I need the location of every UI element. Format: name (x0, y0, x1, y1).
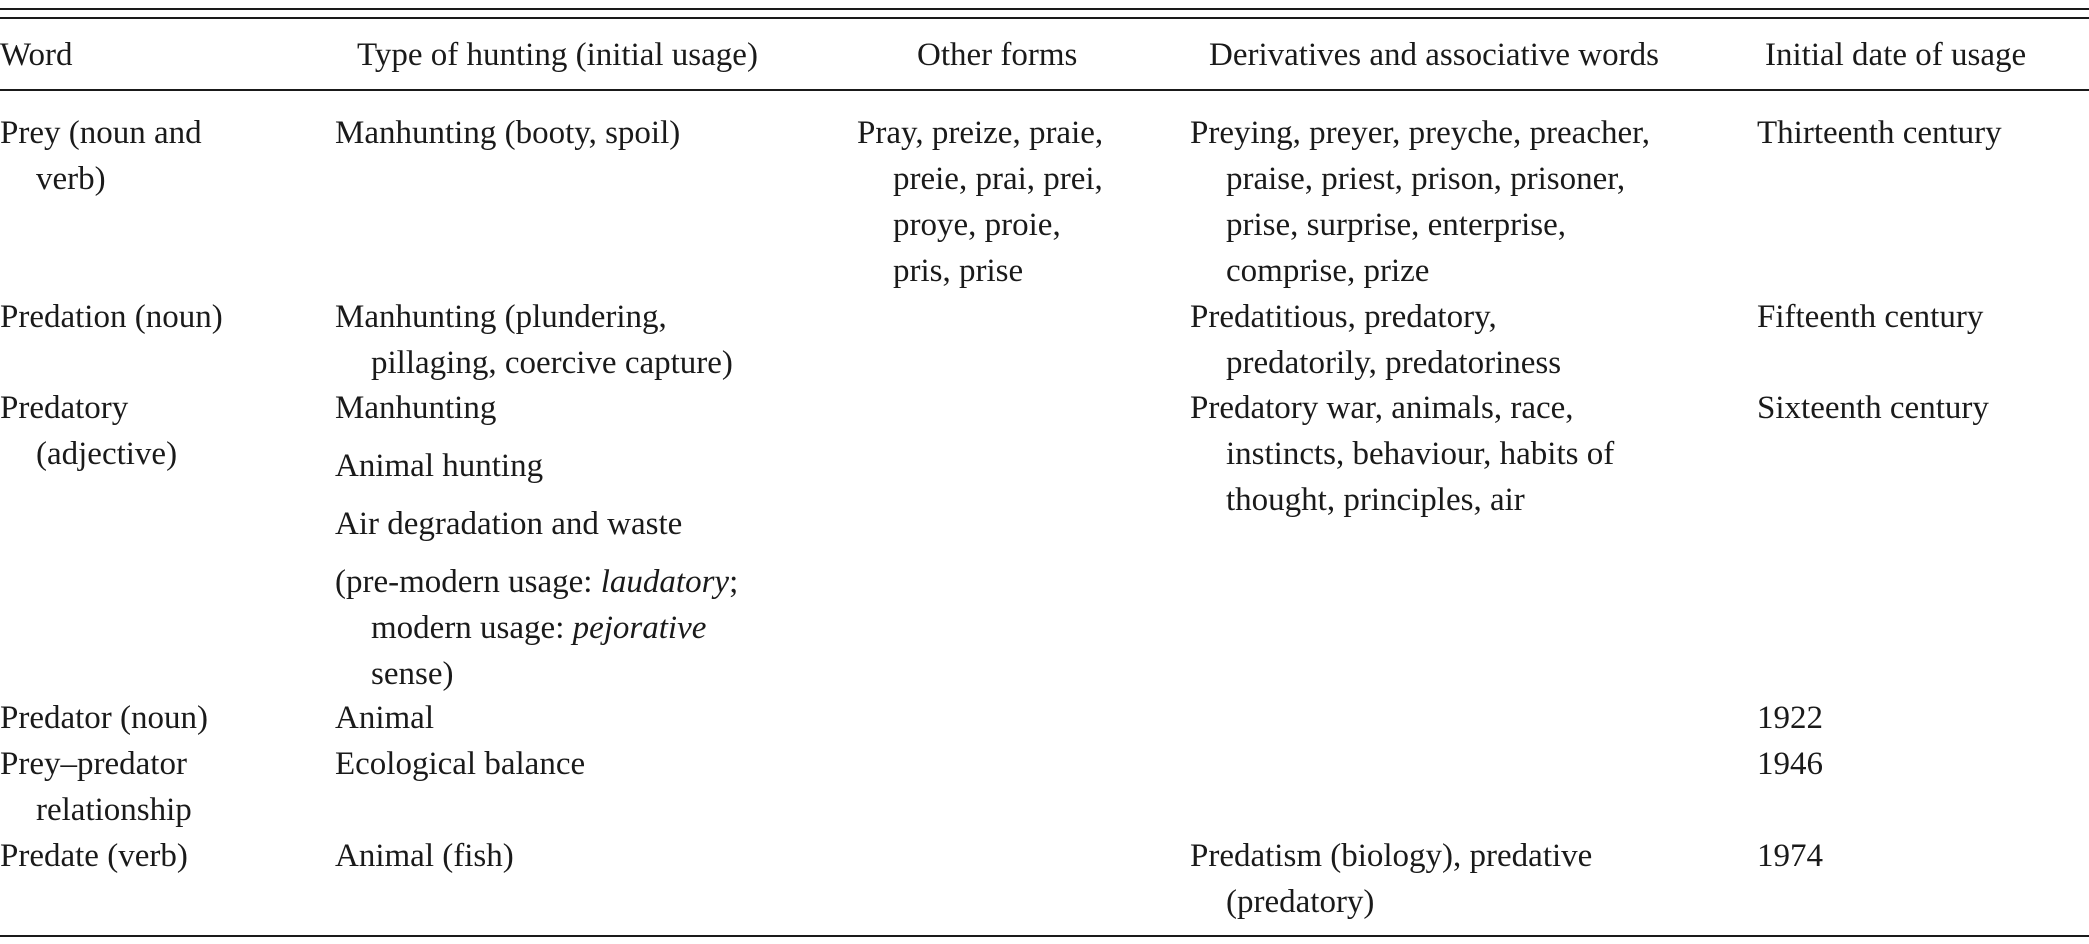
header-date: Initial date of usage (1765, 37, 2027, 73)
cell-line (335, 605, 738, 651)
cell-type-item: Air degradation and waste (335, 506, 683, 542)
cell-line: praise, priest, prison, prisoner, (1226, 161, 1626, 197)
cell-date: 1946 (1757, 746, 1823, 782)
cell-type-item: Animal hunting (335, 448, 544, 484)
cell-line: sense) (371, 656, 454, 692)
cell-type (335, 110, 680, 156)
cell-line: Predatism (biology), predative (1190, 838, 1593, 874)
cell-line: pris, prise (893, 253, 1024, 289)
cell-derivatives (1190, 110, 1650, 294)
cell-word (0, 833, 188, 879)
cell-forms (857, 110, 1103, 294)
header-derivatives: Derivatives and associative words (1209, 37, 1659, 73)
cell-line: prise, surprise, enterprise, (1226, 207, 1566, 243)
cell-line: pillaging, coercive capture) (371, 345, 733, 381)
cell-line: predatorily, predatoriness (1226, 345, 1562, 381)
cell-line: Pray, preize, praie, (857, 115, 1104, 151)
cell-word (0, 695, 208, 741)
cell-line: Ecological balance (335, 746, 586, 782)
note-text: ; (729, 564, 739, 600)
cell-word (0, 294, 223, 340)
cell-line: (predatory) (1226, 884, 1375, 920)
cell-word (0, 385, 177, 477)
cell-type (335, 294, 733, 386)
cell-line: Predatory (0, 390, 129, 426)
cell-line: Prey–predator (0, 746, 187, 782)
cell-line: Preying, preyer, preyche, preacher, (1190, 115, 1651, 151)
cell-line: proye, proie, (893, 207, 1061, 243)
cell-line: Prey (noun and (0, 115, 202, 151)
cell-date: 1922 (1757, 700, 1823, 736)
cell-line (335, 559, 738, 605)
cell-derivatives (1190, 294, 1561, 386)
cell-line: Manhunting (booty, spoil) (335, 115, 681, 151)
cell-type (335, 741, 585, 787)
header-word: Word (0, 37, 73, 73)
cell-line: instincts, behaviour, habits of (1226, 436, 1615, 472)
cell-line: Predatitious, predatory, (1190, 299, 1497, 335)
cell-line: Predation (noun) (0, 299, 223, 335)
cell-word (0, 741, 192, 833)
cell-date: 1974 (1757, 838, 1823, 874)
cell-line: Animal (fish) (335, 838, 514, 874)
note-italic-pejorative: pejorative (572, 610, 707, 646)
cell-type-note (335, 559, 738, 697)
note-italic-laudatory: laudatory (600, 564, 730, 600)
cell-type (335, 833, 514, 879)
cell-type (335, 695, 434, 741)
cell-line: Manhunting (plundering, (335, 299, 667, 335)
cell-derivatives (1190, 833, 1592, 925)
cell-line: Predatory war, animals, race, (1190, 390, 1574, 426)
header-forms: Other forms (917, 37, 1078, 73)
cell-type-item: Manhunting (335, 390, 497, 426)
note-text: (pre-modern usage: (335, 564, 601, 600)
cell-line: comprise, prize (1226, 253, 1430, 289)
cell-line: Predate (verb) (0, 838, 188, 874)
header-type: Type of hunting (initial usage) (357, 37, 758, 73)
cell-line: (adjective) (36, 436, 178, 472)
cell-line: Animal (335, 700, 434, 736)
cell-line: verb) (36, 161, 106, 197)
cell-derivatives (1190, 385, 1614, 523)
note-text: modern usage: (371, 610, 573, 646)
cell-line: relationship (36, 792, 192, 828)
cell-date: Thirteenth century (1757, 115, 2002, 151)
cell-line: Predator (noun) (0, 700, 209, 736)
table-rule-bottom (0, 935, 2089, 937)
table-rule-top (0, 8, 2089, 10)
cell-date: Sixteenth century (1757, 390, 1989, 426)
cell-line: preie, prai, prei, (893, 161, 1103, 197)
cell-date: Fifteenth century (1757, 299, 1984, 335)
cell-word (0, 110, 202, 202)
cell-line: thought, principles, air (1226, 482, 1525, 518)
table-rule-top-second (0, 17, 2089, 19)
table-rule-header (0, 89, 2089, 91)
